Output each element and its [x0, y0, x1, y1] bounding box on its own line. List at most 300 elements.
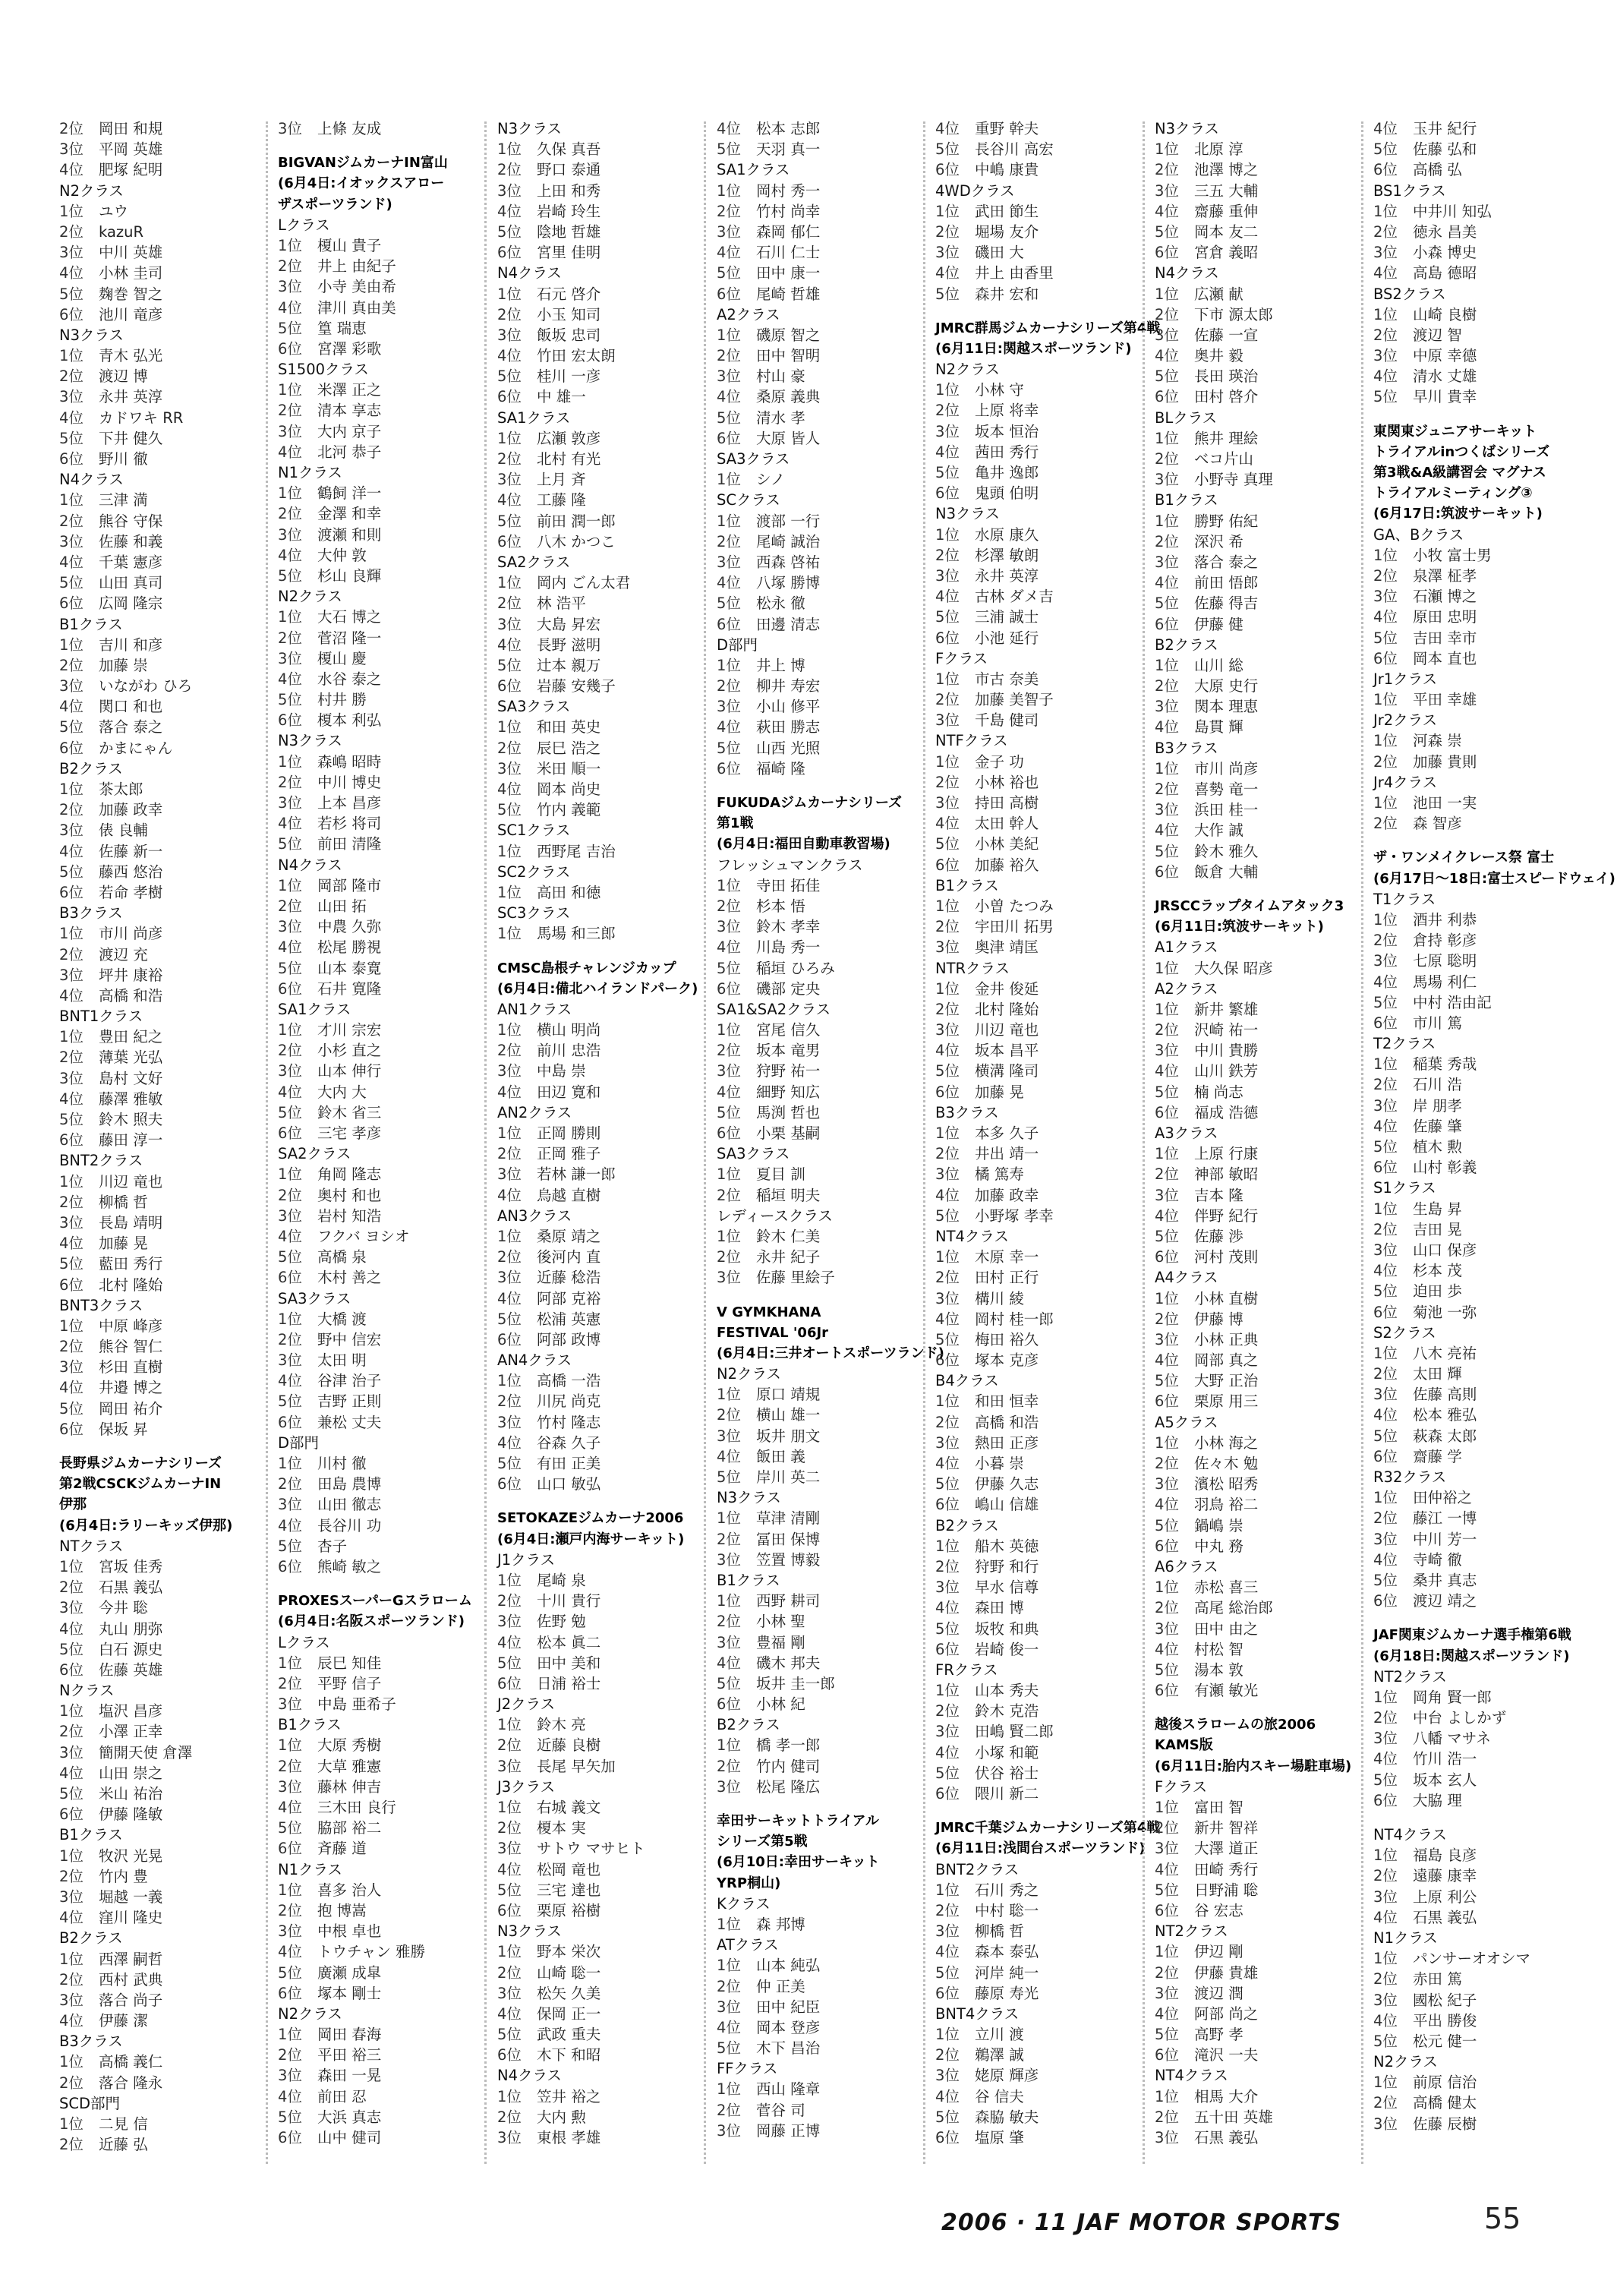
rank: 4位	[497, 491, 522, 509]
competitor-name: かまにゃん	[99, 739, 173, 757]
result-entry	[278, 1082, 480, 1102]
result-entry	[59, 986, 261, 1006]
class-heading: Jr2クラス	[1373, 711, 1438, 730]
result-entry	[59, 345, 261, 366]
rank: 3位	[1373, 1730, 1398, 1748]
rank: 4位	[1373, 1117, 1398, 1135]
result-entry	[278, 1673, 480, 1694]
rank: 2位	[1373, 815, 1398, 833]
competitor-name: 柳橋 哲	[99, 1193, 148, 1211]
rank: 4位	[278, 546, 302, 564]
rank: 2位	[59, 945, 84, 964]
result-entry	[59, 945, 261, 965]
result-entry	[1373, 1364, 1575, 1384]
result-entry	[278, 1941, 480, 1962]
rank: 6位	[1155, 1392, 1179, 1411]
result-entry	[1155, 552, 1357, 572]
competitor-name: 西森 啓祐	[756, 553, 821, 571]
competitor-name: 小林 美紀	[975, 835, 1039, 853]
result-entry	[1155, 345, 1357, 366]
rank: 5位	[497, 1654, 522, 1672]
competitor-name: 中原 幸德	[1413, 347, 1477, 365]
class-heading: A2クラス	[1155, 979, 1218, 998]
result-entry	[935, 1742, 1137, 1763]
competitor-name: 保岡 正一	[537, 2004, 601, 2023]
competitor-name: 下市 源太郎	[1194, 305, 1273, 323]
competitor-name: 松浦 英憲	[537, 1310, 601, 1328]
competitor-name: 和田 英史	[537, 718, 601, 736]
class-heading: NTRクラス	[935, 959, 1010, 977]
result-entry	[59, 242, 261, 263]
section-gap	[1155, 1701, 1357, 1714]
result-entry	[717, 284, 919, 304]
result-entry	[278, 1556, 480, 1577]
rank: 3位	[717, 1633, 741, 1651]
result-entry	[1373, 2072, 1575, 2093]
rank: 5位	[1373, 1427, 1398, 1445]
event-title: PROXESスーパーGスラローム	[278, 1593, 472, 1610]
result-entry	[497, 2086, 699, 2107]
rank: 5位	[278, 2108, 302, 2126]
competitor-name: 岸 朋孝	[1413, 1096, 1462, 1115]
result-entry	[497, 614, 699, 635]
result-entry	[1155, 2127, 1357, 2148]
result-entry	[1373, 263, 1575, 283]
rank: 5位	[59, 863, 84, 881]
result-entry	[278, 1412, 480, 1433]
class-heading: BNT2クラス	[59, 1152, 143, 1170]
result-entry	[59, 696, 261, 717]
result-entry	[717, 1426, 919, 1446]
result-entry	[278, 298, 480, 318]
result-entry	[497, 1900, 699, 1921]
result-entry	[278, 380, 480, 400]
class-heading: NT4クラス	[1373, 1826, 1447, 1843]
class-heading: NT2クラス	[1373, 1667, 1447, 1686]
result-entry	[497, 1941, 699, 1962]
result-entry	[59, 593, 261, 613]
rank: 6位	[935, 856, 960, 874]
rank: 3位	[717, 2121, 741, 2140]
rank: 3位	[59, 1069, 84, 1087]
competitor-name: 本多 久子	[975, 1124, 1039, 1142]
result-entry	[59, 1639, 261, 1660]
competitor-name: 落合 隆永	[99, 2074, 163, 2092]
competitor-name: 梅田 裕久	[975, 1330, 1039, 1348]
result-entry	[717, 263, 919, 283]
column-divider	[1143, 121, 1145, 2164]
result-entry	[497, 779, 699, 800]
rank: 5位	[935, 285, 960, 303]
competitor-name: 三宅 達也	[537, 1881, 601, 1899]
result-entry	[497, 1838, 699, 1859]
rank: 1位	[497, 1372, 522, 1390]
competitor-name: 岡内 ごん太君	[537, 574, 631, 592]
rank: 6位	[497, 677, 522, 695]
result-entry	[59, 2114, 261, 2134]
rank: 3位	[278, 2067, 302, 2085]
competitor-name: 田中 美和	[537, 1654, 601, 1672]
rank: 5位	[935, 140, 960, 159]
event-title: V GYMKHANA	[717, 1304, 821, 1320]
result-entry	[1373, 1508, 1575, 1528]
rank: 1位	[1373, 1489, 1398, 1507]
competitor-name: 榎山 慶	[317, 649, 367, 667]
competitor-name: 堀場 友介	[975, 222, 1039, 241]
result-entry	[59, 201, 261, 222]
result-entry	[1155, 366, 1357, 386]
result-entry	[497, 1370, 699, 1391]
competitor-name: 永井 英淳	[99, 388, 163, 406]
competitor-name: 米山 祐治	[99, 1785, 163, 1802]
competitor-name: 山川 総	[1194, 656, 1243, 674]
result-entry	[497, 1247, 699, 1267]
result-entry	[935, 1556, 1137, 1577]
competitor-name: 田辺 寛和	[537, 1083, 601, 1101]
rank: 6位	[59, 594, 84, 613]
result-entry	[278, 607, 480, 627]
competitor-name: 木原 幸一	[975, 1248, 1039, 1266]
result-entry	[1373, 2093, 1575, 2113]
rank: 2位	[497, 739, 522, 757]
rank: 1位	[935, 752, 960, 771]
rank: 2位	[935, 402, 960, 420]
competitor-name: 大内 大	[317, 1083, 367, 1101]
result-entry	[497, 1735, 699, 1755]
competitor-name: 加藤 政幸	[975, 1186, 1039, 1204]
competitor-name: 肥塚 紀明	[99, 161, 163, 179]
class-heading: B1クラス	[717, 1571, 780, 1589]
competitor-name: 沢崎 祐一	[1194, 1021, 1259, 1039]
class-heading: B1クラス	[935, 876, 999, 894]
competitor-name: 迫田 歩	[1413, 1282, 1462, 1301]
result-entry	[1373, 1302, 1575, 1323]
class-heading: N2クラス	[278, 2004, 342, 2023]
rank: 4位	[278, 298, 302, 317]
event-title: JMRC群馬ジムカーナシリーズ第4戦	[935, 320, 1161, 336]
competitor-name: 中川 貴勝	[1194, 1042, 1259, 1060]
result-entry	[497, 1880, 699, 1900]
rank: 6位	[717, 429, 741, 447]
competitor-name: 五十田 英雄	[1194, 2108, 1273, 2126]
competitor-name: 吉田 晃	[1413, 1220, 1462, 1238]
class-heading: N1クラス	[278, 464, 342, 481]
result-entry	[1373, 1845, 1575, 1866]
competitor-name: 加藤 裕久	[975, 856, 1039, 874]
competitor-name: 宮尾 信久	[756, 1021, 821, 1039]
rank: 3位	[935, 422, 960, 440]
result-entry	[1155, 1391, 1357, 1411]
rank: 2位	[717, 897, 741, 915]
competitor-name: 落合 泰之	[99, 718, 163, 736]
class-heading: B2クラス	[717, 1716, 780, 1734]
result-entry	[717, 118, 919, 139]
rank: 4位	[1373, 120, 1398, 137]
rank: 1位	[1155, 512, 1179, 530]
rank: 1位	[278, 1736, 302, 1755]
result-entry	[278, 1350, 480, 1370]
competitor-name: 才川 宗宏	[317, 1021, 382, 1039]
competitor-name: 竹田 宏太朗	[537, 347, 616, 365]
rank: 1位	[1155, 959, 1179, 977]
rank: 5位	[278, 1537, 302, 1555]
result-entry	[935, 669, 1137, 689]
result-entry	[1155, 1309, 1357, 1329]
result-entry	[1373, 1054, 1575, 1074]
result-entry	[278, 1267, 480, 1288]
class-heading: Lクラス	[278, 216, 330, 234]
class-heading: B3クラス	[59, 904, 123, 922]
result-entry	[1155, 1453, 1357, 1474]
rank: 5位	[1373, 2032, 1398, 2050]
result-entry	[1373, 1990, 1575, 2011]
rank: 4位	[59, 2012, 84, 2030]
result-entry	[935, 1143, 1137, 1164]
rank: 3位	[935, 794, 960, 812]
competitor-name: 笠置 博毅	[756, 1550, 821, 1569]
competitor-name: 河村 茂則	[1194, 1248, 1259, 1266]
competitor-name: 菊池 一弥	[1413, 1303, 1477, 1321]
rank: 5位	[497, 2026, 522, 2044]
competitor-name: 狩野 和行	[975, 1557, 1039, 1575]
result-entry	[717, 325, 919, 345]
result-entry	[278, 2065, 480, 2086]
rank: 2位	[717, 202, 741, 220]
competitor-name: 渡辺 充	[99, 945, 148, 964]
result-entry	[1373, 1529, 1575, 1550]
competitor-name: 松元 健一	[1413, 2032, 1477, 2050]
competitor-name: 構川 綾	[975, 1289, 1024, 1307]
rank: 3位	[717, 1062, 741, 1080]
competitor-name: 野中 信宏	[317, 1330, 382, 1348]
rank: 4位	[1373, 367, 1398, 386]
competitor-name: 塩沢 昌彦	[99, 1702, 163, 1720]
rank: 2位	[497, 1963, 522, 1982]
competitor-name: 岡田 祐介	[99, 1399, 163, 1418]
competitor-name: 小林 聖	[756, 1613, 805, 1631]
result-entry	[1155, 1164, 1357, 1184]
competitor-name: 烏越 直樹	[537, 1186, 601, 1204]
rank: 3位	[935, 1723, 960, 1741]
rank: 6位	[1155, 1682, 1179, 1700]
rank: 4位	[717, 574, 741, 592]
result-entry	[59, 572, 261, 593]
competitor-name: 辰巳 浩之	[537, 739, 601, 757]
result-entry	[717, 696, 919, 717]
rank: 6位	[1373, 1303, 1398, 1321]
rank: 2位	[497, 2108, 522, 2126]
competitor-name: 高橋 和浩	[975, 1413, 1039, 1431]
competitor-name: 岡田 春海	[317, 2026, 382, 2044]
competitor-name: 関口 和也	[99, 698, 163, 716]
result-entry	[278, 669, 480, 689]
competitor-name: 前田 忍	[317, 2087, 367, 2105]
competitor-name: 大原 皆人	[756, 429, 821, 447]
result-entry	[1155, 1206, 1357, 1226]
result-entry	[935, 1082, 1137, 1102]
result-entry	[717, 958, 919, 979]
rank: 4位	[497, 781, 522, 798]
competitor-name: 石黒 義弘	[1194, 2129, 1259, 2146]
competitor-name: 村井 勝	[317, 691, 367, 709]
competitor-name: 石元 啓介	[537, 285, 601, 303]
result-entry	[1373, 201, 1575, 222]
result-entry	[1373, 304, 1575, 325]
event-title: CMSC島根チャレンジカップ	[497, 960, 676, 976]
result-entry	[497, 139, 699, 159]
event-title: YRP桐山)	[717, 1875, 781, 1891]
rank: 1位	[717, 656, 741, 674]
competitor-name: 伴野 紀行	[1194, 1206, 1259, 1225]
competitor-name: 高橋 一浩	[537, 1372, 601, 1390]
result-entry	[1373, 607, 1575, 627]
rank: 3位	[1155, 2129, 1179, 2146]
result-entry	[935, 118, 1137, 139]
competitor-name: 熊谷 守保	[99, 512, 163, 530]
result-entry	[1155, 1536, 1357, 1556]
competitor-name: 北村 隆始	[975, 1000, 1039, 1018]
competitor-name: 加藤 貴則	[1413, 752, 1477, 771]
result-entry	[935, 222, 1137, 242]
rank: 5位	[935, 464, 960, 481]
rank: 3位	[717, 1550, 741, 1569]
competitor-name: 米澤 正之	[317, 381, 382, 399]
competitor-name: 大浜 真志	[317, 2108, 382, 2126]
result-entry	[278, 483, 480, 503]
rank: 6位	[1155, 244, 1179, 262]
class-heading: BS1クラス	[1373, 181, 1446, 200]
result-entry	[717, 1247, 919, 1267]
result-entry	[59, 1130, 261, 1150]
competitor-name: 立川 渡	[975, 2026, 1024, 2044]
competitor-name: 重野 幹夫	[975, 120, 1039, 137]
competitor-name: 中川 博史	[317, 773, 382, 791]
competitor-name: 三五 大輔	[1194, 181, 1259, 200]
result-entry	[497, 2045, 699, 2065]
rank: 3位	[59, 1213, 84, 1232]
rank: 5位	[1155, 222, 1179, 241]
result-entry	[278, 276, 480, 297]
results-column	[497, 118, 699, 2148]
section-gap	[1373, 1811, 1575, 1824]
rank: 5位	[717, 140, 741, 159]
result-entry	[1155, 2004, 1357, 2024]
rank: 6位	[935, 1785, 960, 1802]
competitor-name: 近藤 弘	[99, 2136, 148, 2154]
section-gap	[59, 1440, 261, 1453]
competitor-name: 豊田 紀之	[99, 1028, 163, 1046]
class-heading: N2クラス	[935, 361, 1000, 379]
rank: 1位	[717, 326, 741, 344]
rank: 5位	[717, 264, 741, 282]
rank: 2位	[59, 1193, 84, 1211]
rank: 1位	[1373, 1847, 1398, 1865]
class-heading: フレッシュマンクラス	[717, 856, 863, 874]
class-heading: N3クラス	[935, 505, 1000, 523]
result-entry	[278, 118, 480, 139]
rank: 5位	[59, 574, 84, 592]
result-entry	[935, 999, 1137, 1020]
result-entry	[497, 1185, 699, 1206]
competitor-name: 浜田 桂一	[1194, 801, 1259, 819]
competitor-name: 伊藤 健	[1194, 615, 1243, 633]
result-entry	[935, 1123, 1137, 1143]
result-entry	[1373, 1907, 1575, 1928]
competitor-name: 近藤 良樹	[537, 1736, 601, 1755]
class-heading: BNT1クラス	[59, 1008, 143, 1026]
competitor-name: 田邊 清志	[756, 615, 821, 633]
class-heading: FFクラス	[717, 2060, 778, 2078]
class-heading: BNT4クラス	[935, 2004, 1020, 2023]
rank: 5位	[278, 691, 302, 709]
competitor-name: 竹村 隆志	[537, 1413, 601, 1431]
rank: 5位	[935, 1062, 960, 1080]
rank: 1位	[59, 1950, 84, 1968]
result-entry	[497, 1474, 699, 1494]
rank: 4位	[497, 202, 522, 220]
competitor-name: 吉川 和彦	[99, 636, 163, 654]
result-entry	[59, 2052, 261, 2072]
rank: 6位	[278, 2129, 302, 2146]
rank: 1位	[717, 1592, 741, 1610]
rank: 4位	[1373, 264, 1398, 282]
competitor-name: 上原 行康	[1194, 1145, 1259, 1163]
class-heading: NTFクラス	[935, 732, 1008, 750]
result-entry	[717, 1061, 919, 1081]
rank: 1位	[278, 1165, 302, 1184]
competitor-name: 山本 秀夫	[975, 1682, 1039, 1700]
competitor-name: 坂本 玄人	[1413, 1771, 1477, 1789]
result-entry	[278, 1206, 480, 1226]
result-entry	[497, 304, 699, 325]
competitor-name: 田島 農博	[317, 1475, 382, 1493]
class-heading: FRクラス	[935, 1660, 998, 1679]
section-gap	[717, 1797, 919, 1811]
rank: 2位	[935, 1901, 960, 1919]
result-entry	[278, 1756, 480, 1777]
competitor-name: 相馬 大介	[1194, 2087, 1259, 2105]
competitor-name: 阿部 克裕	[537, 1289, 601, 1307]
result-entry	[497, 284, 699, 304]
rank: 2位	[1373, 1970, 1398, 1988]
rank: 2位	[935, 2046, 960, 2064]
rank: 4位	[1155, 1496, 1179, 1514]
event-title: 幸田サーキットトライアル	[717, 1813, 879, 1829]
rank: 6位	[935, 1351, 960, 1370]
rank: 1位	[59, 1847, 84, 1865]
rank: 1位	[935, 525, 960, 544]
competitor-name: 嶋山 信雄	[975, 1496, 1039, 1514]
rank: 3位	[59, 1991, 84, 2009]
rank: 1位	[59, 2115, 84, 2133]
results-column	[1155, 118, 1357, 2148]
rank: 2位	[1373, 932, 1398, 950]
result-entry	[1155, 1370, 1357, 1391]
competitor-name: 中農 久弥	[317, 918, 382, 936]
competitor-name: 広瀬 献	[1194, 285, 1243, 303]
rank: 5位	[935, 835, 960, 853]
rank: 4位	[935, 264, 960, 282]
result-entry	[935, 1619, 1137, 1639]
competitor-name: 松尾 隆広	[756, 1777, 821, 1796]
result-entry	[1373, 1281, 1575, 1301]
result-entry	[59, 552, 261, 572]
result-entry	[59, 1172, 261, 1192]
competitor-name: 榎本 利弘	[317, 711, 382, 730]
rank: 3位	[59, 1358, 84, 1377]
competitor-name: 大原 秀樹	[317, 1736, 382, 1755]
competitor-name: 大澤 道正	[1194, 1840, 1259, 1858]
